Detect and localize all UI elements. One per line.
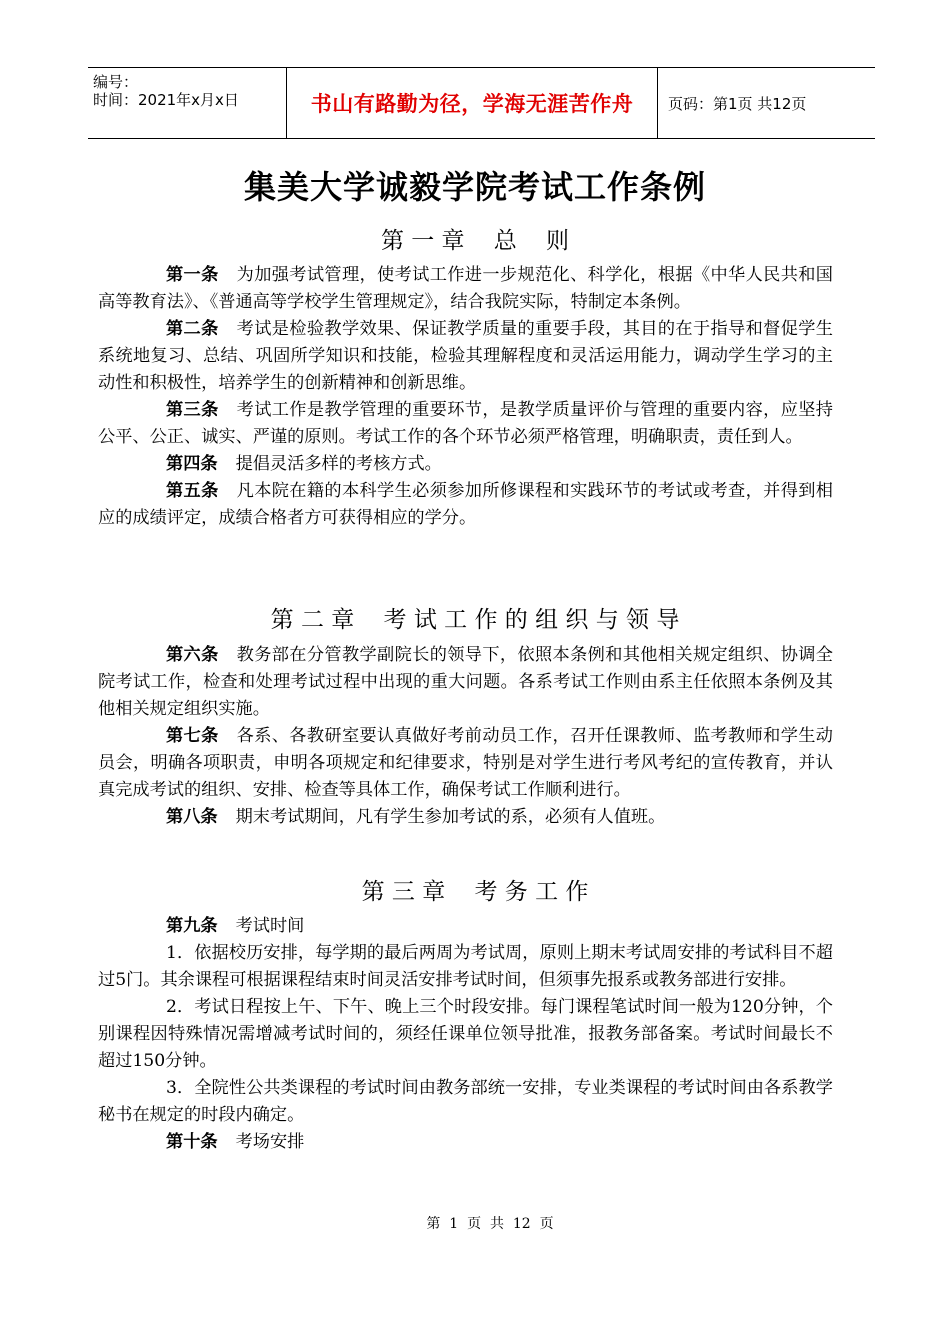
document-title: 集美大学诚毅学院考试工作条例	[243, 168, 706, 206]
header-meta	[88, 68, 286, 138]
article-text: 考试时间	[235, 916, 305, 936]
article-text: 各系、各教研室要认真做好考前动员工作，召开任课教师、监考教师和学生动员会，明确各项职责，申明各项规定和纪律要求，特别是对学生进行考风考纪的宣传教育，并认真完成考试的组织、安排、检查等具体工作，确保考试工作顺利进行。	[98, 726, 833, 800]
list-item: 2．考试日程按上午、下午、晚上三个时段安排。每门课程笔试时间一般为120分钟，个别课程因特殊情况需增减考试时间的，须经任课单位领导批准，报教务部备案。考试时间最长不超过150分钟。	[98, 997, 833, 1071]
chapter-1-heading: 第 一 章 总 则	[380, 228, 570, 254]
article-text: 教务部在分管教学副院长的领导下，依照本条例和其他相关规定组织、协调全院考试工作，检查和处理考试过程中出现的重大问题。各系考试工作则由系主任依照本条例及其他相关规定组织实施。	[98, 645, 833, 719]
document-header	[88, 67, 875, 139]
article-label: 第八条	[166, 807, 218, 827]
chapter-1-body	[98, 262, 833, 532]
article-label: 第七条	[166, 726, 219, 746]
chapter-3-heading: 第 三 章 考 务 工 作	[361, 879, 589, 905]
article-3	[98, 397, 833, 451]
header-motto: 书山有路勤为径，学海无涯苦作舟	[286, 68, 658, 138]
article-7	[98, 723, 833, 804]
chapter-3-body	[98, 913, 833, 1156]
header-page-info: 页码：第1页 共12页	[668, 94, 807, 113]
time-label: 时间：2021年x月x日	[93, 91, 239, 109]
list-item: 1．依据校历安排，每学期的最后两周为考试周，原则上期末考试周安排的考试科目不超过5门。其余课程可根据课程结束时间灵活安排考试时间，但须事先报系或教务部进行安排。	[98, 943, 833, 990]
chapter-2-body	[98, 642, 833, 831]
article-1	[98, 262, 833, 316]
article-label: 第三条	[166, 400, 219, 420]
article-label: 第一条	[166, 265, 219, 285]
article-9	[98, 913, 833, 940]
article-6	[98, 642, 833, 723]
article-label: 第四条	[166, 454, 218, 474]
article-4	[98, 451, 833, 478]
article-text: 为加强考试管理，使考试工作进一步规范化、科学化，根据《中华人民共和国高等教育法》、《普通高等学校学生管理规定》，结合我院实际，特制定本条例。	[98, 265, 833, 312]
number-label: 编号：	[93, 73, 139, 91]
article-label: 第六条	[166, 645, 219, 665]
article-label: 第二条	[166, 319, 219, 339]
article-label: 第五条	[166, 481, 219, 501]
article-label: 第九条	[166, 916, 218, 936]
article-text: 考试是检验教学效果、保证教学质量的重要手段，其目的在于指导和督促学生系统地复习、总结、巩固所学知识和技能，检验其理解程度和灵活运用能力，调动学生学习的主动性和积极性，培养学生的创新精神和创新思维。	[98, 319, 833, 393]
list-item: 3．全院性公共类课程的考试时间由教务部统一安排，专业类课程的考试时间由各系教学秘书在规定的时段内确定。	[98, 1078, 833, 1125]
page-footer: 第 1 页 共 12 页	[426, 1216, 554, 1232]
article-text: 期末考试期间，凡有学生参加考试的系，必须有人值班。	[235, 807, 666, 827]
article-text: 提倡灵活多样的考核方式。	[235, 454, 442, 474]
chapter-2-heading: 第 二 章 考 试 工 作 的 组 织 与 领 导	[270, 607, 680, 633]
article-text: 考场安排	[235, 1132, 305, 1152]
article-5	[98, 478, 833, 532]
article-text: 凡本院在籍的本科学生必须参加所修课程和实践环节的考试或考查，并得到相应的成绩评定，成绩合格者方可获得相应的学分。	[98, 481, 833, 528]
article-text: 考试工作是教学管理的重要环节，是教学质量评价与管理的重要内容，应坚持公平、公正、诚实、严谨的原则。考试工作的各个环节必须严格管理，明确职责，责任到人。	[98, 400, 833, 447]
article-10	[98, 1129, 833, 1156]
article-2	[98, 316, 833, 397]
article-label: 第十条	[166, 1132, 218, 1152]
article-8	[98, 804, 833, 831]
